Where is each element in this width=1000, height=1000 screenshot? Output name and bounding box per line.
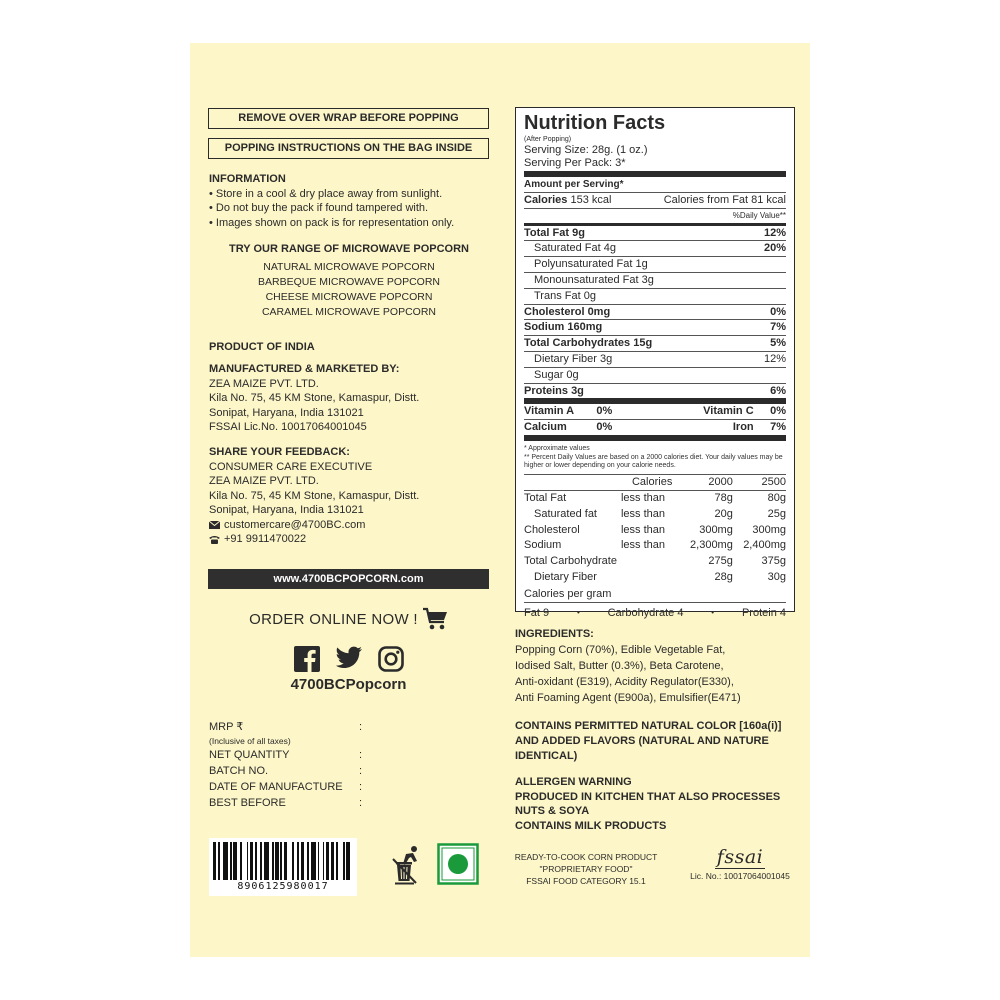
color-note-line: CONTAINS PERMITTED NATURAL COLOR [160a(i)] [515, 720, 782, 732]
dv-cell: 80g [767, 492, 786, 505]
dv-cell: less than [620, 523, 665, 536]
barcode-bar [255, 842, 257, 880]
dv-table-row [524, 554, 786, 570]
feedback-email[interactable]: customercare@4700BC.com [224, 518, 366, 531]
nutrition-facts-panel [515, 107, 795, 619]
nutrient-row [524, 241, 786, 257]
nutrient-row [524, 384, 786, 400]
barcode-bar [247, 842, 249, 880]
nutrient-row [524, 352, 786, 368]
barcode-bar [213, 842, 216, 880]
ingredients-section [515, 626, 805, 706]
batch-label: BATCH NO. [209, 765, 269, 777]
information-line: • Store in a cool & dry place away from sunlight. [209, 187, 443, 200]
barcode-number: 8906125980017 [237, 881, 329, 892]
vitamin-value: 0% [770, 405, 786, 418]
colon: : [359, 749, 363, 761]
range-heading: TRY OUR RANGE OF MICROWAVE POPCORN [229, 243, 469, 255]
nutrition-title: Nutrition Facts [524, 112, 666, 134]
calories-label: Calories [524, 193, 568, 206]
fat-per-gram: Fat 9 [524, 606, 550, 619]
vitamin-label: Vitamin C [703, 405, 754, 418]
nutrient-row [524, 289, 786, 305]
dv-cell [617, 570, 672, 586]
nutrient-label: Dietary Fiber 3g [534, 352, 613, 365]
veg-mark-icon [437, 843, 479, 885]
daily-value-header: %Daily Value** [524, 209, 786, 226]
manufacturer-line: Sonipat, Haryana, India 131021 [209, 406, 364, 419]
order-online-text: ORDER ONLINE NOW ! [249, 610, 418, 628]
ingredients-heading: INGREDIENTS: [515, 628, 594, 640]
range-item: CHEESE MICROWAVE POPCORN [265, 290, 433, 303]
dv-cell: less than [620, 539, 665, 552]
vitamin-label: Calcium [524, 421, 567, 434]
nutrient-daily-value: 0% [770, 305, 786, 318]
cart-icon [422, 607, 448, 631]
nutrient-daily-value: 7% [770, 321, 786, 334]
envelope-icon [209, 521, 220, 529]
dv-cell: 300mg [752, 523, 786, 536]
barcode-bar [260, 842, 262, 880]
barcode [209, 838, 357, 896]
dv-cell: Cholesterol [524, 523, 580, 536]
date-mfg-label: DATE OF MANUFACTURE [209, 781, 343, 793]
color-note-line: IDENTICAL) [515, 750, 578, 762]
barcode-bar [326, 842, 329, 880]
remove-wrap-notice: REMOVE OVER WRAP BEFORE POPPING [208, 108, 489, 129]
nutrient-row [524, 320, 786, 336]
nutrient-row [524, 257, 786, 273]
fssai-logo: fssai [716, 846, 764, 868]
dot: • [711, 607, 715, 617]
dot: • [576, 607, 580, 617]
amount-per-serving-label: Amount per Serving* [524, 179, 624, 190]
nutrient-row [524, 226, 786, 242]
footnote-daily-values: ** Percent Daily Values are based on a 2000 calories diet. Your daily values may be higher or lower depending on your calorie needs. [524, 454, 786, 475]
nutrient-label: Total Fat 9g [524, 226, 585, 239]
date-mfg-row [209, 779, 379, 795]
feedback-email-row [209, 518, 499, 533]
product-category [506, 851, 666, 887]
allergen-line: PRODUCED IN KITCHEN THAT ALSO PROCESSES [515, 790, 781, 803]
allergen-line: NUTS & SOYA [515, 805, 590, 817]
nutrient-label: Polyunsaturated Fat 1g [534, 258, 648, 271]
daily-value-table [524, 475, 786, 586]
vitamin-value: 0% [596, 405, 613, 418]
calories-value: 153 kcal [570, 193, 612, 206]
feedback-line: Kila No. 75, 45 KM Stone, Kamaspur, Distt. [209, 489, 420, 502]
colon: : [359, 765, 363, 777]
after-popping: (After Popping) [524, 136, 572, 143]
twitter-icon[interactable] [335, 646, 363, 670]
fssai-block [676, 846, 804, 883]
ingredients-line: Popping Corn (70%), Edible Vegetable Fat, [515, 644, 726, 656]
popping-instructions-notice: POPPING INSTRUCTIONS ON THE BAG INSIDE [208, 138, 489, 159]
nutrient-label: Cholesterol 0mg [524, 305, 611, 318]
dv-header-cell: 2500 [761, 475, 786, 488]
manufacturer-line: FSSAI Lic.No. 10017064001045 [209, 421, 367, 433]
vitamin-value: 0% [596, 421, 613, 434]
nutrient-daily-value: 5% [770, 337, 786, 350]
color-flavor-note [515, 719, 805, 764]
dv-cell: 20g [714, 508, 733, 521]
order-online[interactable] [208, 607, 489, 631]
colon: : [359, 781, 363, 793]
information-line: • Do not buy the pack if found tampered with. [209, 202, 429, 214]
barcode-bar [272, 842, 274, 880]
feedback-heading: SHARE YOUR FEEDBACK: [209, 446, 350, 458]
vitamin-row [524, 420, 786, 441]
dv-cell: Dietary Fiber [534, 570, 597, 583]
dv-table-header [524, 475, 786, 491]
dv-cell: less than [620, 492, 665, 505]
color-note-line: AND ADDED FLAVORS (NATURAL AND NATURE [515, 735, 769, 747]
nutrient-label: Total Carbohydrates 15g [524, 337, 653, 350]
information-line: • Images shown on pack is for representation only. [209, 216, 455, 229]
category-line: "PROPRIETARY FOOD" [539, 864, 633, 874]
dv-cell: 375g [761, 555, 786, 568]
nutrient-daily-value: 12% [763, 226, 786, 239]
batch-row [209, 763, 379, 779]
barcode-bars [213, 842, 353, 880]
telephone-icon [209, 535, 220, 544]
calories-per-gram [524, 586, 786, 603]
barcode-bar [343, 842, 345, 880]
barcode-bar [307, 842, 309, 880]
barcode-bar [275, 842, 278, 880]
nutrient-row [524, 336, 786, 352]
net-quantity-row [209, 747, 379, 763]
barcode-bar [223, 842, 228, 880]
barcode-bar [346, 842, 349, 880]
dv-cell: Total Fat [524, 492, 567, 505]
calories-row [524, 193, 786, 209]
best-before-label: BEST BEFORE [209, 797, 286, 809]
barcode-bar [240, 842, 242, 880]
ingredients-line: Iodised Salt, Butter (0.3%), Beta Carotene, [515, 660, 724, 672]
nutrient-daily-value: 6% [770, 384, 786, 397]
category-line: FSSAI FOOD CATEGORY 15.1 [526, 876, 646, 886]
dv-table-row [524, 538, 786, 554]
manufacturer-section [209, 362, 499, 435]
social-icons [294, 646, 404, 672]
feedback-line: CONSUMER CARE EXECUTIVE [209, 460, 373, 473]
website-bar[interactable]: www.4700BCPOPCORN.com [208, 569, 489, 589]
nutrient-label: Sugar 0g [534, 368, 579, 381]
vitamin-value: 7% [770, 421, 786, 434]
feedback-line: ZEA MAIZE PVT. LTD. [209, 475, 319, 487]
dustbin-icon [392, 845, 424, 885]
nutrient-daily-value: 20% [763, 242, 786, 255]
dv-cell: Sodium [524, 539, 562, 552]
best-before-row [209, 795, 379, 811]
nutrient-label: Monounsaturated Fat 3g [534, 273, 654, 286]
protein-per-gram: Protein 4 [741, 606, 786, 619]
dv-table-row [524, 523, 786, 539]
barcode-bar [233, 842, 236, 880]
net-quantity-label: NET QUANTITY [209, 749, 290, 761]
barcode-bar [336, 842, 338, 880]
vitamin-label: Vitamin A [524, 405, 575, 418]
fssai-license: Lic. No.: 10017064001045 [690, 871, 790, 881]
mrp-label: MRP ₹ [209, 721, 244, 733]
per-gram-row [524, 603, 786, 623]
dv-header-cell: Calories [631, 475, 673, 488]
category-line: READY-TO-COOK CORN PRODUCT [514, 852, 658, 862]
product-origin: PRODUCT OF INDIA [209, 341, 315, 353]
dv-cell: 300mg [699, 523, 733, 536]
mrp-row [209, 719, 379, 735]
dv-header-cell: 2000 [708, 475, 733, 488]
pricing-block [209, 719, 379, 811]
nutrient-label: Saturated Fat 4g [534, 242, 616, 255]
dv-cell: 2,300mg [690, 539, 733, 552]
dv-cell: 30g [767, 570, 786, 583]
range-item: BARBEQUE MICROWAVE POPCORN [257, 275, 441, 288]
dv-cell: less than [620, 508, 665, 521]
barcode-bar [218, 842, 220, 880]
calories-per-gram-label: Calories per gram [524, 587, 612, 600]
barcode-bar [323, 842, 325, 880]
barcode-bar [284, 842, 287, 880]
amount-per-serving [524, 177, 786, 193]
facebook-icon[interactable] [294, 646, 320, 672]
social-handle[interactable]: 4700BCPopcorn [290, 676, 407, 693]
manufacturer-line: Kila No. 75, 45 KM Stone, Kamaspur, Distt. [209, 392, 420, 404]
dv-table-row [524, 491, 786, 507]
feedback-section [209, 445, 499, 547]
range-section [209, 242, 489, 320]
barcode-bar [297, 842, 299, 880]
information-section [209, 172, 499, 230]
barcode-bar [230, 842, 232, 880]
serving-size: Serving Size: 28g. (1 oz.) [524, 144, 648, 156]
serving-per-pack: Serving Per Pack: 3* [524, 157, 786, 178]
nutrient-daily-value: 12% [763, 352, 786, 365]
nutrient-list [524, 226, 786, 400]
carb-per-gram: Carbohydrate 4 [607, 606, 684, 619]
dv-cell: Total Carbohydrate [524, 555, 617, 568]
ingredients-line: Anti-oxidant (E319), Acidity Regulator(E330), [515, 676, 734, 688]
footnote-approx: * Approximate values [524, 445, 590, 453]
range-item: CARAMEL MICROWAVE POPCORN [261, 305, 437, 318]
dv-cell: 78g [714, 492, 733, 505]
colon: : [359, 797, 363, 809]
feedback-line: Sonipat, Haryana, India 131021 [209, 504, 364, 516]
barcode-bar [292, 842, 294, 880]
colon: : [359, 721, 363, 733]
instagram-icon[interactable] [378, 646, 404, 672]
barcode-bar [318, 842, 320, 880]
manufacturer-line: ZEA MAIZE PVT. LTD. [209, 377, 319, 390]
nutrient-label: Trans Fat 0g [534, 289, 596, 302]
range-item: NATURAL MICROWAVE POPCORN [263, 260, 435, 273]
barcode-bar [280, 842, 282, 880]
dv-cell: 2,400mg [743, 539, 786, 552]
nutrient-row [524, 273, 786, 289]
dv-cell: 25g [767, 508, 786, 521]
dv-cell [617, 554, 672, 570]
dv-cell: Saturated fat [534, 508, 597, 521]
allergen-line: CONTAINS MILK PRODUCTS [515, 819, 667, 832]
mrp-note: (Inclusive of all taxes) [209, 736, 291, 746]
dv-header-cell [524, 475, 617, 491]
ingredients-line: Anti Foaming Agent (E900a), Emulsifier(E471) [515, 692, 741, 704]
barcode-bar [250, 842, 253, 880]
barcode-bar [301, 842, 304, 880]
vitamin-list [524, 404, 786, 441]
nutrient-row [524, 305, 786, 321]
barcode-bar [311, 842, 316, 880]
vitamin-row [524, 404, 786, 420]
barcode-bar [264, 842, 269, 880]
nutrient-label: Sodium 160mg [524, 321, 603, 334]
calories-from-fat: Calories from Fat 81 kcal [663, 193, 786, 206]
dv-table-row [524, 507, 786, 523]
allergen-warning [515, 775, 805, 833]
dv-cell: 28g [714, 570, 733, 583]
manufacturer-heading: MANUFACTURED & MARKETED BY: [209, 363, 400, 375]
dv-cell: 275g [708, 555, 733, 568]
barcode-bar [331, 842, 334, 880]
feedback-phone-row [209, 532, 499, 547]
information-heading: INFORMATION [209, 173, 286, 185]
feedback-phone[interactable]: +91 9911470022 [224, 533, 307, 545]
nutrient-label: Proteins 3g [524, 384, 584, 397]
dv-table-row [524, 570, 786, 586]
vitamin-label: Iron [732, 421, 754, 434]
allergen-line: ALLERGEN WARNING [515, 776, 632, 788]
nutrient-row [524, 368, 786, 384]
